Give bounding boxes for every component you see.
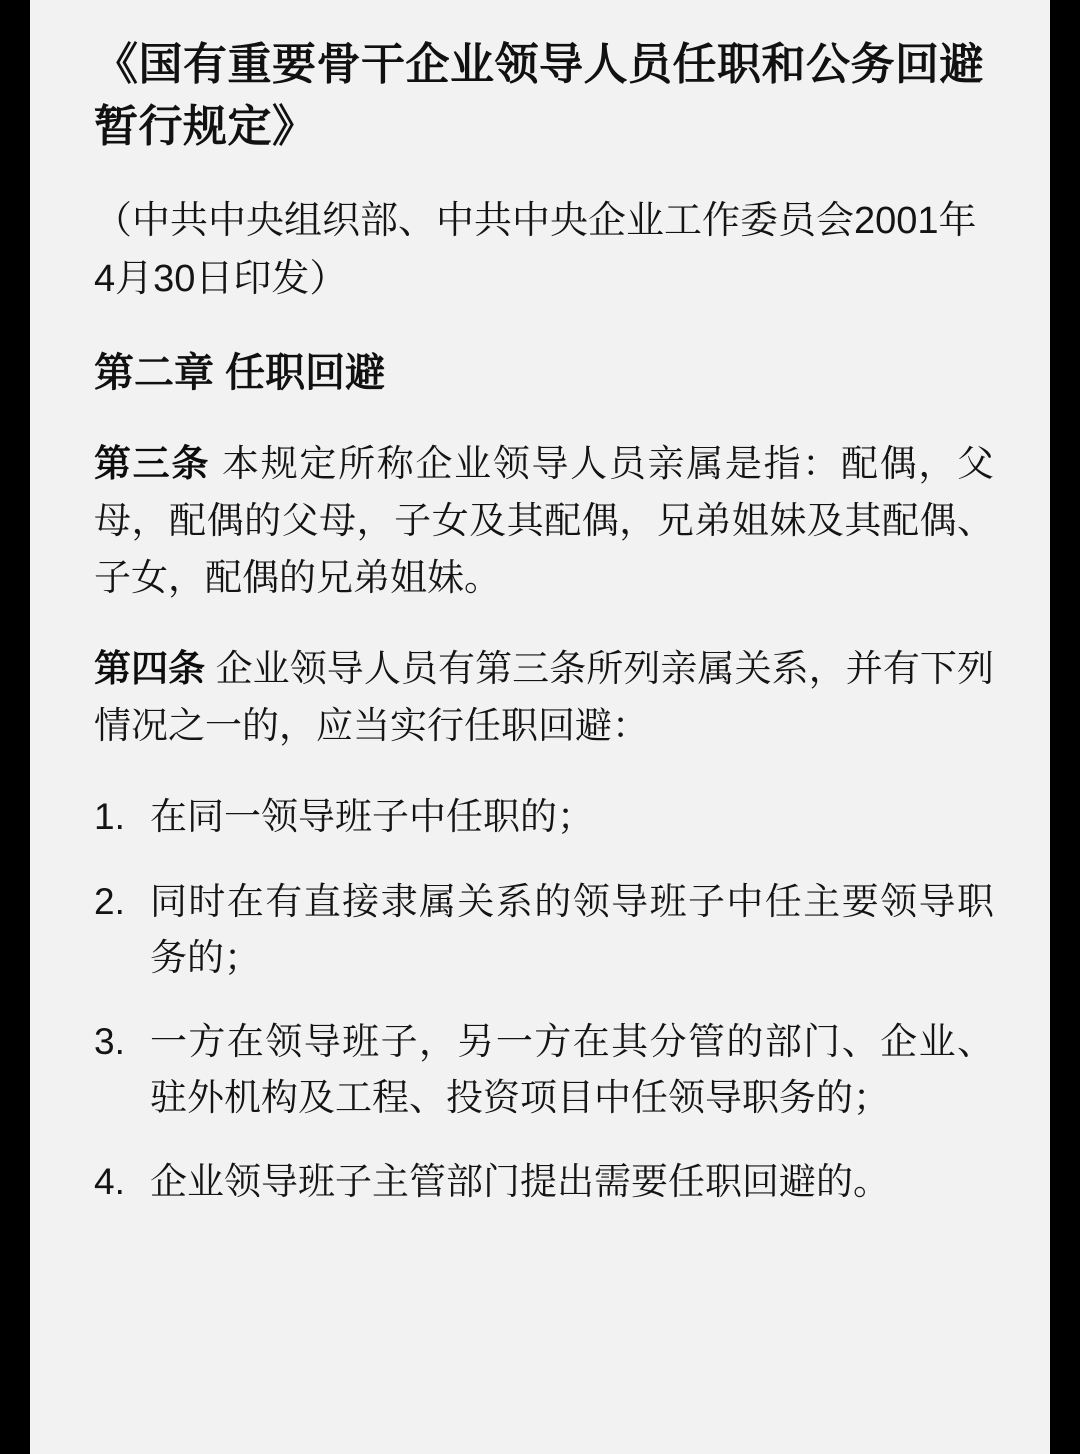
list-item — [94, 1154, 994, 1210]
list-item-number: 4. — [94, 1161, 125, 1203]
article-text: 企业领导人员有第三条所列亲属关系，并有下列情况之一的，应当实行任职回避： — [94, 648, 995, 747]
list-item-label: 一方在领导班子，另一方在其分管的部门、企业、驻外机构及工程、投资项目中任领导职务的； — [150, 1020, 994, 1119]
document-page — [30, 0, 1050, 1454]
list-item-number: 2. — [94, 880, 125, 922]
list-item-label: 同时在有直接隶属关系的领导班子中任主要领导职务的； — [150, 880, 994, 978]
ordered-item-list — [94, 789, 994, 1210]
article-label: 第三条 — [94, 443, 211, 485]
list-item — [94, 1014, 994, 1126]
list-item — [94, 789, 994, 845]
document-issuer: （中共中央组织部、中共中央企业工作委员会2001年4月30日印发） — [94, 199, 977, 300]
list-item-label: 企业领导班子主管部门提出需要任职回避的。 — [150, 1161, 890, 1203]
article-text: 本规定所称企业领导人员亲属是指：配偶，父母，配偶的父母，子女及其配偶，兄弟姐妹及其配偶、子女，配偶的兄弟姐妹。 — [94, 443, 995, 599]
article-paragraph — [94, 641, 994, 755]
article-label: 第四条 — [94, 648, 206, 690]
list-item-number: 1. — [94, 796, 125, 838]
list-item — [94, 874, 994, 986]
list-item-number: 3. — [94, 1020, 125, 1062]
article-paragraph — [94, 436, 994, 607]
page-title: 《国有重要骨干企业领导人员任职和公务回避暂行规定》 — [94, 40, 984, 152]
list-item-label: 在同一领导班子中任职的； — [150, 796, 594, 838]
chapter-heading: 第二章 任职回避 — [94, 351, 386, 396]
